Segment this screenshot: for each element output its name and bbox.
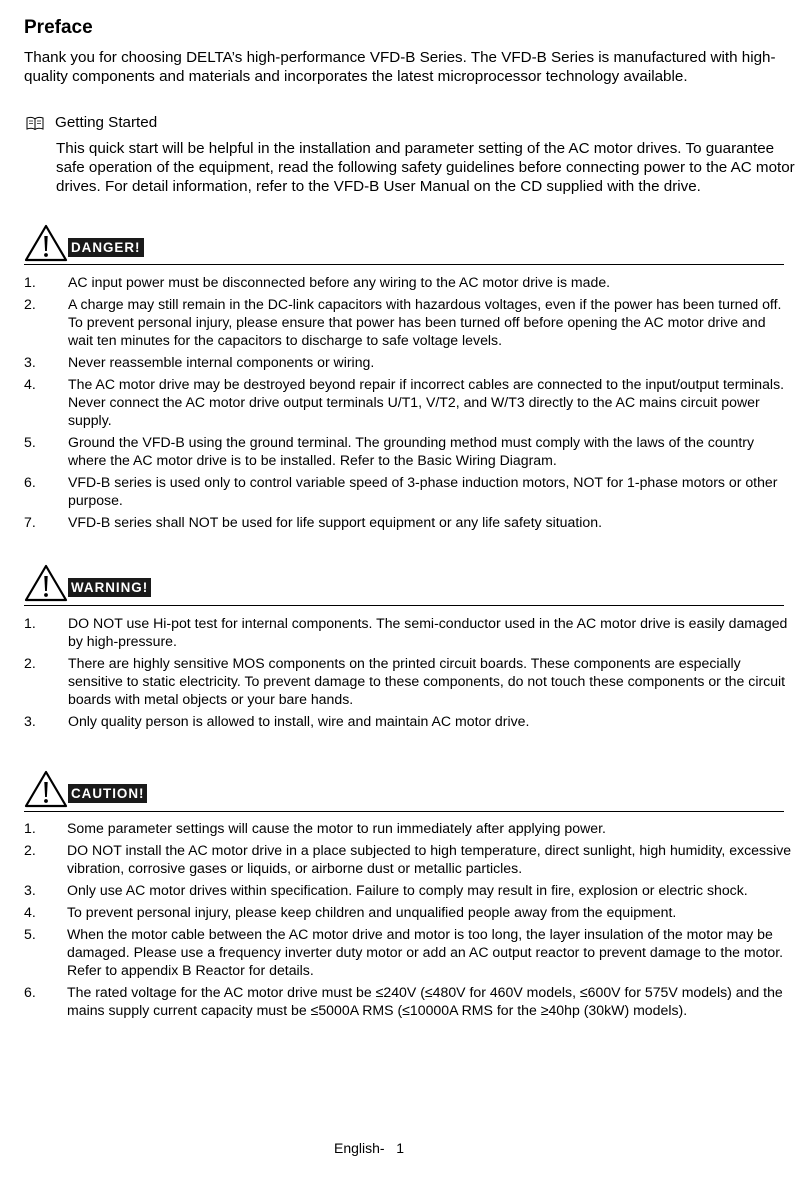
page-title: Preface	[24, 17, 93, 38]
warning-divider	[24, 605, 784, 606]
list-item-number: 5.	[24, 434, 36, 450]
list-item-number: 1.	[24, 615, 36, 631]
list-item	[24, 841, 794, 877]
warning-badge: WARNING!	[68, 578, 151, 597]
list-item-number: 4.	[24, 376, 36, 392]
list-item-text: A charge may still remain in the DC-link capacitors with hazardous voltages, even if the power has been turned off. To prevent personal injury, please ensure that power has been turned off before opening the AC motor drive and wait ten minutes for the capacitors to discharge to safe voltage levels.	[68, 296, 782, 348]
list-item-text: AC input power must be disconnected before any wiring to the AC motor drive is made.	[68, 274, 611, 290]
list-item-text: To prevent personal injury, please keep children and unqualified people away from the equipment.	[67, 904, 677, 920]
list-item-text: DO NOT install the AC motor drive in a place subjected to high temperature, direct sunlight, high humidity, excessive vibration, corrosive gases or liquids, or airborne dust or metallic particles.	[67, 842, 792, 876]
list-item-text: Ground the VFD-B using the ground terminal. The grounding method must comply with the laws of the country where the AC motor drive is to be installed. Refer to the Basic Wiring Diagram.	[68, 434, 754, 468]
list-item-number: 2.	[24, 842, 36, 858]
list-item-number: 2.	[24, 655, 36, 671]
getting-started-label: Getting Started	[55, 114, 158, 131]
caution-divider	[24, 811, 784, 812]
list-item	[24, 614, 794, 650]
list-item-text: VFD-B series shall NOT be used for life support equipment or any life safety situation.	[68, 514, 602, 530]
warning-list	[24, 614, 794, 734]
list-item-text: There are highly sensitive MOS components on the printed circuit boards. These components are especially sensitive to static electricity. To prevent damage to these components, do not touch these components or the circuit boards with metal objects or your bare hands.	[68, 655, 786, 707]
list-item-number: 1.	[24, 820, 36, 836]
list-item-text: Never reassemble internal components or wiring.	[68, 354, 375, 370]
list-item	[24, 273, 794, 291]
list-item-text: Some parameter settings will cause the motor to run immediately after applying power.	[67, 820, 606, 836]
list-item	[24, 433, 794, 469]
list-item	[24, 819, 794, 837]
list-item	[24, 654, 794, 708]
list-item	[24, 983, 794, 1019]
warning-triangle-icon	[24, 224, 68, 262]
caution-header	[24, 770, 147, 808]
list-item-number: 3.	[24, 354, 36, 370]
list-item	[24, 295, 794, 349]
danger-badge: DANGER!	[68, 238, 144, 257]
intro-paragraph: Thank you for choosing DELTA’s high-performance VFD-B Series. The VFD-B Series is manufactured with high-quality components and materials and incorporates the latest microprocessor technology available.	[24, 49, 776, 85]
list-item	[24, 375, 794, 429]
list-item	[24, 881, 794, 899]
danger-divider	[24, 264, 784, 265]
list-item-text: DO NOT use Hi-pot test for internal components. The semi-conductor used in the AC motor drive is easily damaged by high-pressure.	[68, 615, 788, 649]
page-footer: English- 1	[334, 1140, 405, 1156]
list-item	[24, 925, 794, 979]
list-item-number: 3.	[24, 713, 36, 729]
book-icon	[26, 116, 44, 130]
warning-triangle-icon	[24, 564, 68, 602]
list-item-text: The AC motor drive may be destroyed beyond repair if incorrect cables are connected to the input/output terminals. Never connect the AC motor drive output terminals U/T1, V/T2, and W/T3 directly to the AC mains circuit power supply.	[68, 376, 785, 428]
danger-header	[24, 224, 144, 262]
list-item-text: VFD-B series is used only to control variable speed of 3-phase induction motors, NOT for 1-phase motors or other purpose.	[68, 474, 778, 508]
list-item-number: 2.	[24, 296, 36, 312]
getting-started-heading	[26, 113, 157, 132]
list-item-number: 3.	[24, 882, 36, 898]
list-item	[24, 903, 794, 921]
list-item	[24, 513, 794, 531]
caution-list	[24, 819, 794, 1023]
list-item	[24, 712, 794, 730]
list-item-text: When the motor cable between the AC motor drive and motor is too long, the layer insulation of the motor may be damaged. Please use a frequency inverter duty motor or add an AC output reactor to prevent damage to the motor. Refer to appendix B Reactor for details.	[67, 926, 784, 978]
list-item-number: 4.	[24, 904, 36, 920]
getting-started-body: This quick start will be helpful in the installation and parameter setting of the AC motor drives. To guarantee safe operation of the equipment, read the following safety guidelines before connecting power to the AC motor drives. For detail information, refer to the VFD-B User Manual on the CD supplied with the drive.	[56, 140, 795, 195]
list-item-text: Only quality person is allowed to install, wire and maintain AC motor drive.	[68, 713, 530, 729]
list-item	[24, 473, 794, 509]
list-item	[24, 353, 794, 371]
list-item-number: 6.	[24, 474, 36, 490]
warning-header	[24, 564, 151, 602]
list-item-text: Only use AC motor drives within specification. Failure to comply may result in fire, explosion or electric shock.	[67, 882, 748, 898]
warning-triangle-icon	[24, 770, 68, 808]
danger-list	[24, 273, 794, 535]
list-item-number: 7.	[24, 514, 36, 530]
list-item-text: The rated voltage for the AC motor drive must be ≤240V (≤480V for 460V models, ≤600V for 575V models) and the mains supply current capacity must be ≤5000A RMS (≤10000A RMS for the ≥40hp (30kW) models).	[67, 984, 783, 1018]
list-item-number: 1.	[24, 274, 36, 290]
list-item-number: 6.	[24, 984, 36, 1000]
list-item-number: 5.	[24, 926, 36, 942]
caution-badge: CAUTION!	[68, 784, 147, 803]
